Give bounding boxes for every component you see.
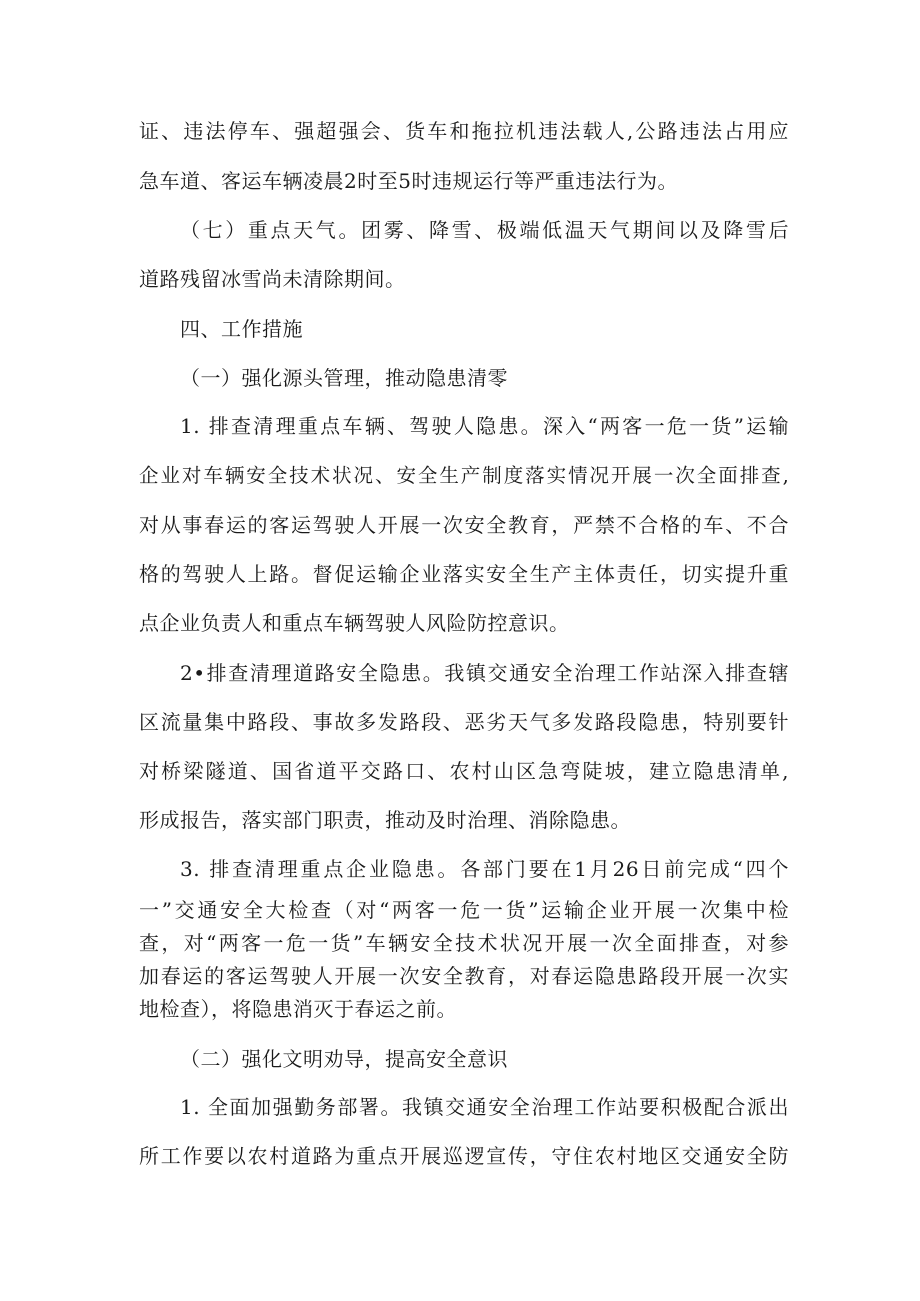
- text-line: （七）重点天气。团雾、降雪、极端低温天气期间以及降雪后: [180, 218, 789, 242]
- text-line: 道路残留冰雪尚未清除期间。: [139, 267, 406, 291]
- text-line: 格的驾驶人上路。督促运输企业落实安全生产主体责任，切实提升重: [139, 562, 789, 586]
- text-line: 证、违法停车、强超强会、货车和拖拉机违法载人,公路违法占用应: [139, 119, 789, 143]
- text-line: 区流量集中路段、事故多发路段、恶劣天气多发路段隐患，特别要针: [139, 710, 789, 734]
- text-line: 对桥梁隧道、国省道平交路口、农村山区急弯陡坡，建立隐患清单,: [139, 759, 789, 783]
- text-line: 急车道、客运车辆凌晨2时至5时违规运行等严重违法行为。: [139, 169, 678, 193]
- text-line: 2•排查清理道路安全隐患。我镇交通安全治理工作站深入排查辖: [180, 661, 789, 685]
- text-line: 加春运的客运驾驶人开展一次安全教育，对春运隐患路段开展一次实: [139, 964, 789, 988]
- text-line: 1. 全面加强勤务部署。我镇交通安全治理工作站要积极配合派出: [180, 1095, 789, 1119]
- text-line: 一”交通安全大检查（对“两客一危一货”运输企业开展一次集中检: [139, 898, 789, 922]
- subsection-heading: （一）强化源头管理，推动隐患清零: [180, 366, 508, 390]
- text-line: 企业对车辆安全技术状况、安全生产制度落实情况开展一次全面排查,: [139, 464, 789, 487]
- text-line: 形成报告，落实部门职责，推动及时治理、消除隐患。: [139, 808, 631, 832]
- text-line: 所工作要以农村道路为重点开展巡逻宣传，守住农村地区交通安全防: [139, 1144, 789, 1168]
- text-line: 查，对“两客一危一货”车辆安全技术状况开展一次全面排查，对参: [139, 931, 789, 955]
- text-line: 点企业负责人和重点车辆驾驶人风险防控意识。: [139, 611, 570, 635]
- text-line: 1. 排查清理重点车辆、驾驶人隐患。深入“两客一危一货”运输: [180, 414, 789, 438]
- text-line: 地检查），将隐患消灭于春运之前。: [139, 997, 457, 1021]
- text-line: 3. 排查清理重点企业隐患。各部门要在1月26日前完成“四个: [180, 857, 789, 881]
- subsection-heading: （二）强化文明劝导，提高安全意识: [180, 1047, 508, 1071]
- text-line: 对从事春运的客运驾驶人开展一次安全教育，严禁不合格的车、不合: [139, 513, 789, 537]
- section-heading: 四、工作措施: [180, 317, 303, 341]
